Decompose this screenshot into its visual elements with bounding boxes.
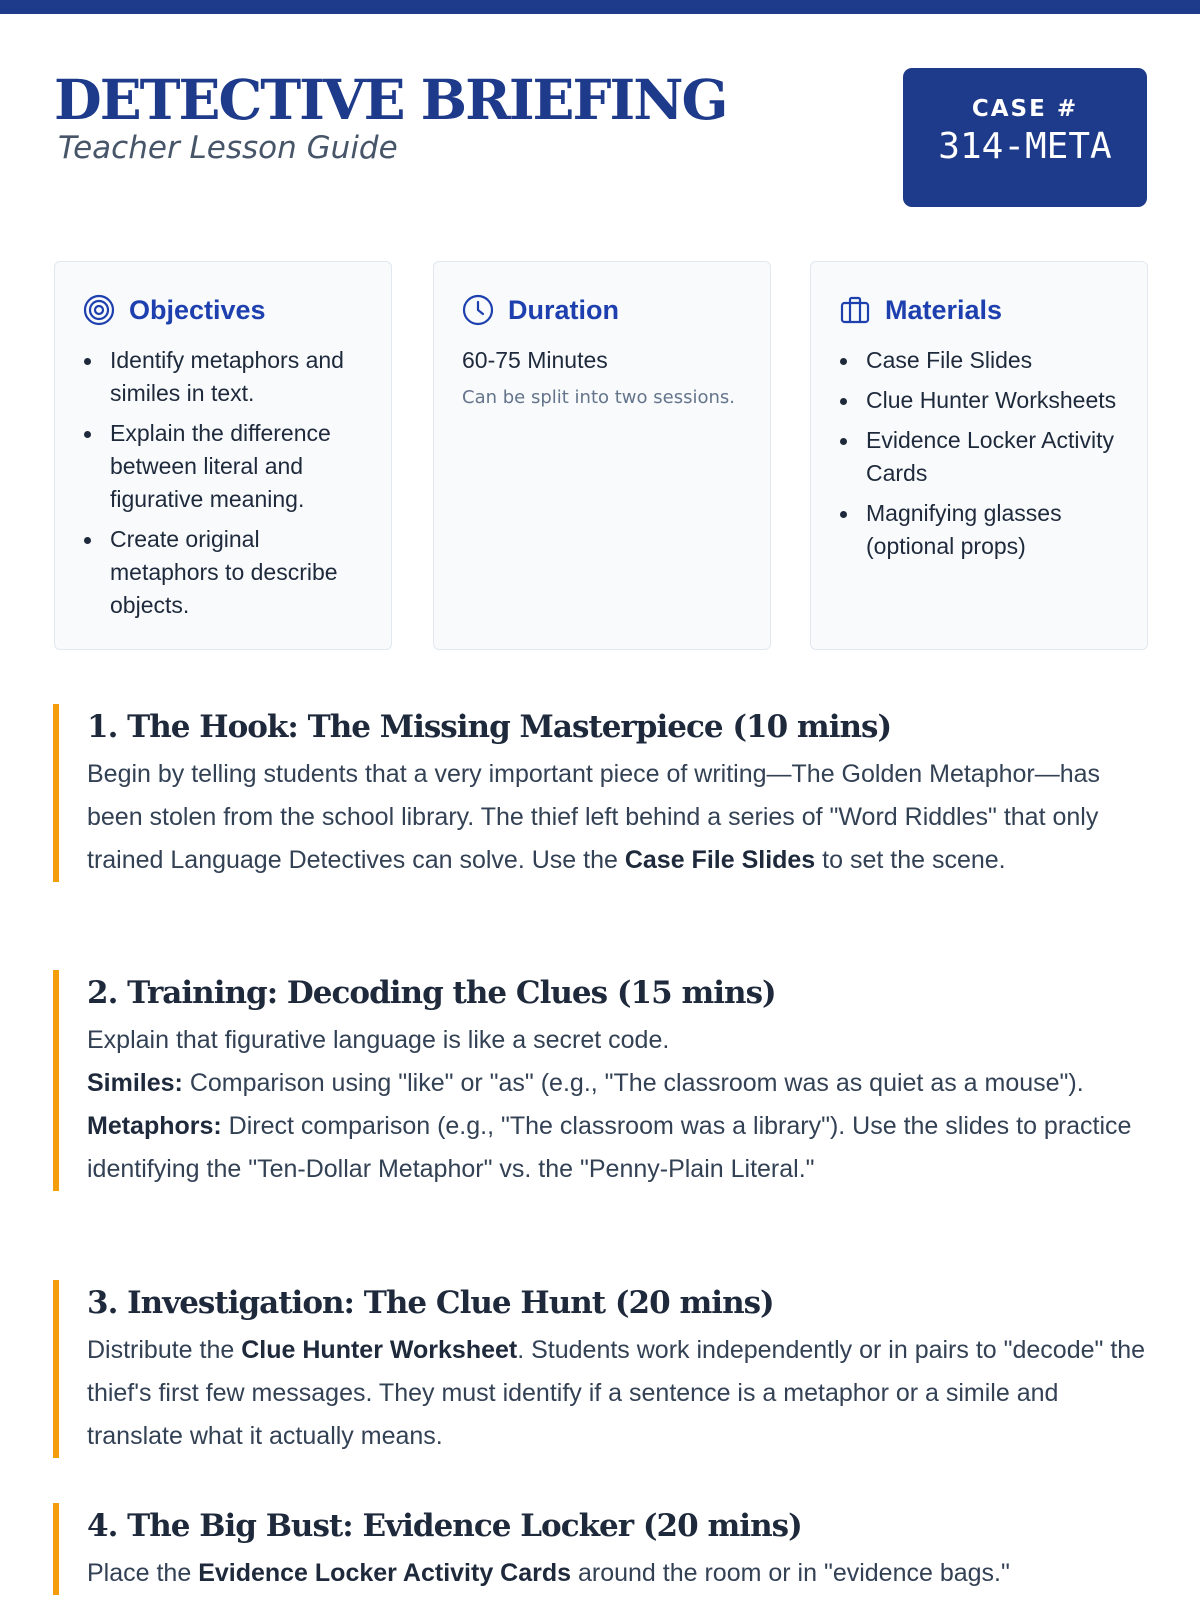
metaphors-definition bbox=[87, 1105, 1153, 1191]
case-number: 314-META bbox=[938, 126, 1112, 167]
duration-card bbox=[433, 261, 771, 650]
lesson-step-investigation bbox=[53, 1280, 1153, 1458]
step-body bbox=[87, 1019, 1153, 1191]
step-body bbox=[87, 1329, 1153, 1458]
step-text: to set the scene. bbox=[815, 846, 1006, 874]
duration-card-header bbox=[462, 292, 742, 328]
objective-item: Create original metaphors to describe objects. bbox=[83, 523, 363, 622]
lesson-step-big-bust bbox=[53, 1503, 1153, 1595]
briefcase-icon bbox=[839, 294, 871, 326]
step-title: 3. Investigation: The Clue Hunt (20 mins) bbox=[87, 1285, 774, 1321]
similes-definition bbox=[87, 1062, 1153, 1105]
page-subtitle: Teacher Lesson Guide bbox=[58, 130, 398, 166]
material-item: Evidence Locker Activity Cards bbox=[839, 424, 1119, 490]
metaphors-label: Metaphors: bbox=[87, 1112, 222, 1140]
step-highlight: Case File Slides bbox=[624, 846, 816, 874]
step-body bbox=[87, 1552, 1153, 1595]
step-highlight: Evidence Locker Activity Cards bbox=[198, 1559, 572, 1587]
duration-note: Can be split into two sessions. bbox=[462, 387, 735, 408]
metaphors-text: Direct comparison (e.g., "The classroom was a library"). Use the slides to practice identifying the "Ten-Dollar Metaphor" vs. the "Penny-Plain Literal." bbox=[87, 1112, 1132, 1183]
top-accent-bar bbox=[0, 0, 1200, 14]
materials-list bbox=[839, 344, 1119, 563]
lesson-step-training bbox=[53, 970, 1153, 1191]
material-item: Case File Slides bbox=[839, 344, 1119, 377]
material-item: Magnifying glasses (optional props) bbox=[839, 497, 1119, 563]
page-title: DETECTIVE BRIEFING bbox=[54, 67, 727, 132]
step-text: Explain that figurative language is like a secret code. bbox=[87, 1026, 670, 1054]
objective-item: Explain the difference between literal and figurative meaning. bbox=[83, 417, 363, 516]
objectives-list bbox=[83, 344, 363, 622]
objectives-title: Objectives bbox=[129, 294, 266, 325]
material-item: Clue Hunter Worksheets bbox=[839, 384, 1119, 417]
step-text: Begin by telling students that a very important piece of writing—The Golden Metaphor—has been stolen from the school library. The thief left behind a series of "Word Riddles" that only trained Language Detectives can solve. Use the bbox=[87, 760, 1101, 874]
step-title: 1. The Hook: The Missing Masterpiece (10 mins) bbox=[87, 709, 892, 745]
case-number-badge bbox=[903, 68, 1147, 207]
similes-label: Similes: bbox=[87, 1069, 183, 1097]
step-text: around the room or in "evidence bags." bbox=[571, 1559, 1010, 1587]
step-text: Distribute the bbox=[87, 1336, 242, 1364]
objectives-card bbox=[54, 261, 392, 650]
objective-item: Identify metaphors and similes in text. bbox=[83, 344, 363, 410]
case-label: CASE # bbox=[971, 96, 1079, 122]
objectives-card-header bbox=[83, 292, 363, 328]
materials-card-header bbox=[839, 292, 1119, 328]
duration-title: Duration bbox=[508, 294, 619, 325]
similes-text: Comparison using "like" or "as" (e.g., "The classroom was as quiet as a mouse"). bbox=[182, 1069, 1084, 1097]
materials-card bbox=[810, 261, 1148, 650]
materials-title: Materials bbox=[885, 294, 1003, 325]
step-highlight: Clue Hunter Worksheet bbox=[241, 1336, 518, 1364]
step-title: 4. The Big Bust: Evidence Locker (20 mins) bbox=[87, 1508, 802, 1544]
target-icon bbox=[83, 294, 115, 326]
step-text: . Students work independently or in pairs to "decode" the thief's first few messages. They must identify if a sentence is a metaphor or a simile and translate what it actually means. bbox=[87, 1336, 1146, 1450]
duration-value: 60-75 Minutes bbox=[462, 347, 608, 373]
clock-icon bbox=[462, 294, 494, 326]
page-header bbox=[54, 68, 727, 166]
step-body bbox=[87, 753, 1153, 882]
lesson-step-hook bbox=[53, 704, 1153, 882]
step-title: 2. Training: Decoding the Clues (15 mins) bbox=[87, 975, 776, 1011]
step-text: Place the bbox=[87, 1559, 199, 1587]
